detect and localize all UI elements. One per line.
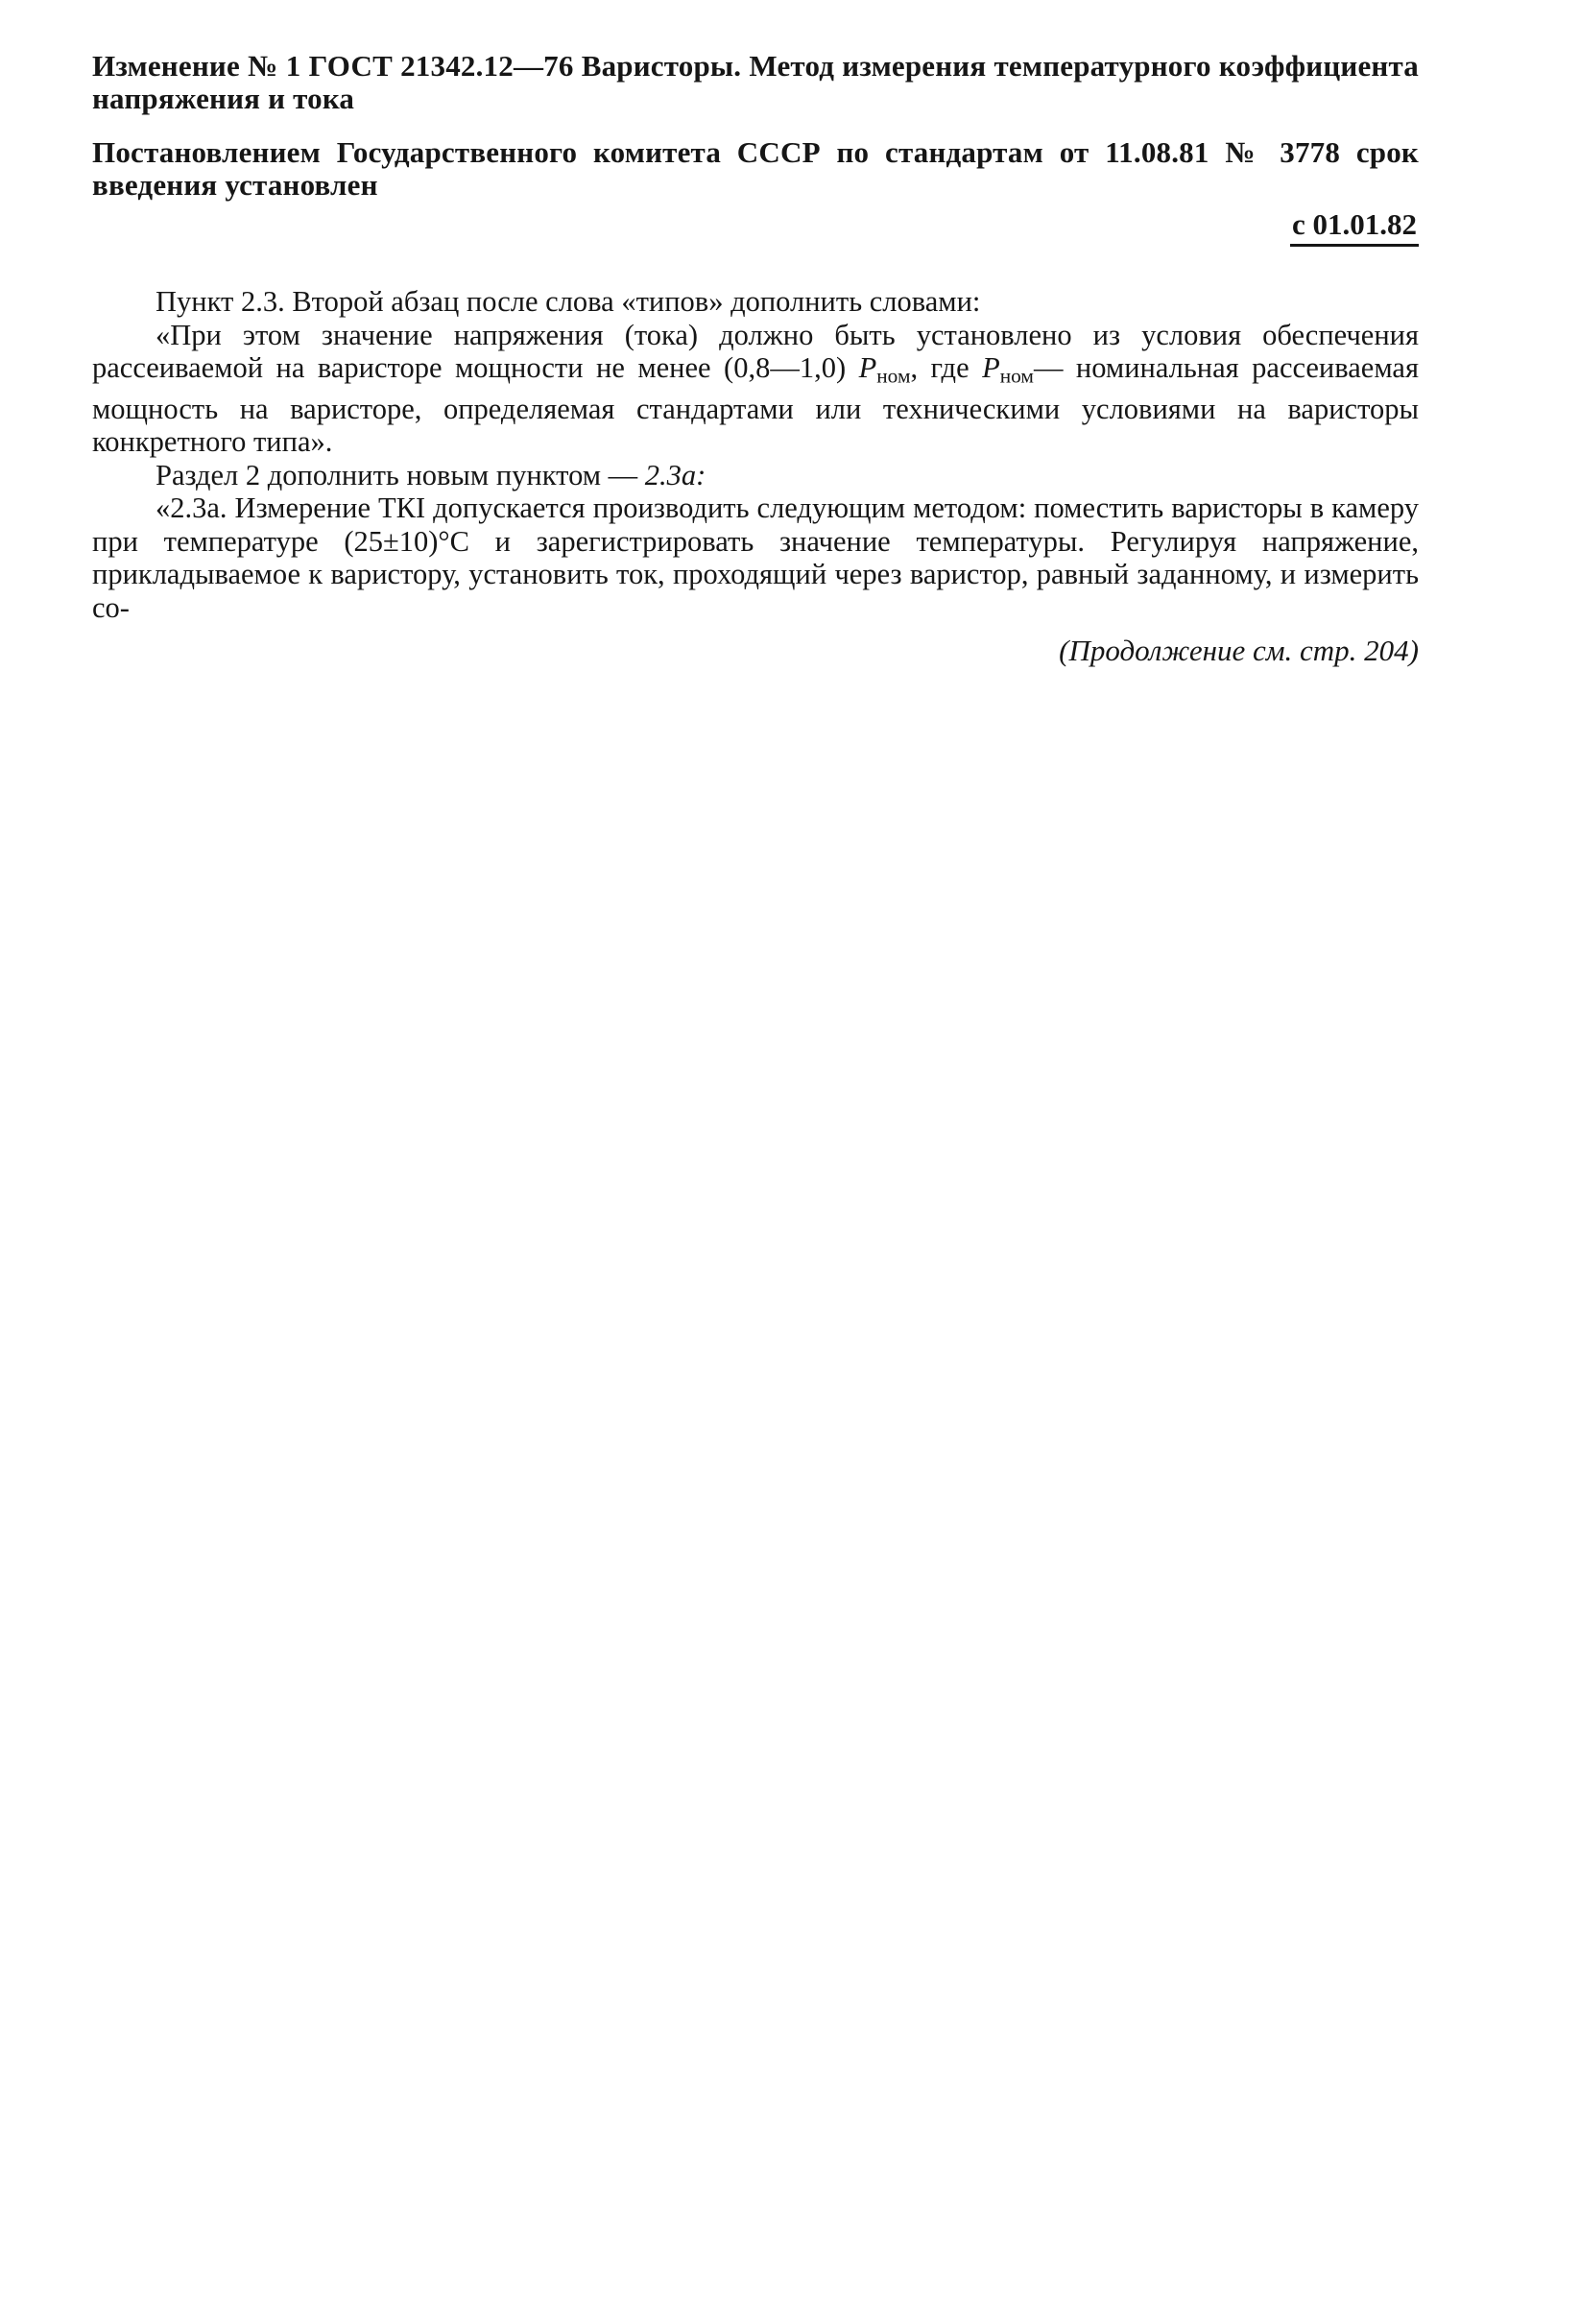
section-2-text: Раздел 2 дополнить новым пунктом — [156,458,638,491]
power-subscript-2: ном [999,364,1034,388]
resolution-statement: Постановлением Государственного комитета СССР по стандартам от 11.08.81 № 3778 срок введения установлен [92,135,1419,202]
document-content [92,50,1419,668]
continuation-note: (Продолжение см. стр. 204) [1059,634,1419,668]
insert-text-part1: «При этом значение напряжения (тока) должно быть установлено из условия обеспечения рассеиваемой на варисторе мощности не менее (0,8—1,0) [92,318,1419,384]
paragraph-section-2 [92,459,1419,492]
insert-text-part3: — номинальная рассеиваемая мощность на варисторе, определяемая стандартами или техническими условиями на варисторы конкретного типа». [92,351,1419,459]
paragraph-item-2-3a: «2.3а. Измерение ТКI допускается производить следующим методом: поместить варисторы в камеру при температуре (25±10)°С и зарегистрировать значение температуры. Регулируя напряжение, прикладываемое к варистору, установить ток, проходящий через варистор, равный заданному, и измерить со- [92,491,1419,624]
power-symbol-2: P [982,351,1000,384]
continuation-row [92,634,1419,668]
insert-text-part2: , где [910,351,970,384]
new-item-ref: 2.3а: [644,458,706,491]
effective-date: с 01.01.82 [1290,207,1419,247]
paragraph-insert-text [92,319,1419,459]
power-symbol: P [858,351,877,384]
power-subscript: ном [876,364,911,388]
effective-date-row [92,207,1419,247]
amendment-title: Изменение № 1 ГОСТ 21342.12—76 Варисторы. Метод измерения температурного коэффициента напряжения и тока [92,49,1419,115]
amendment-body [92,285,1419,624]
paragraph-item-2-3: Пункт 2.3. Второй абзац после слова «типов» дополнить словами: [156,285,981,318]
